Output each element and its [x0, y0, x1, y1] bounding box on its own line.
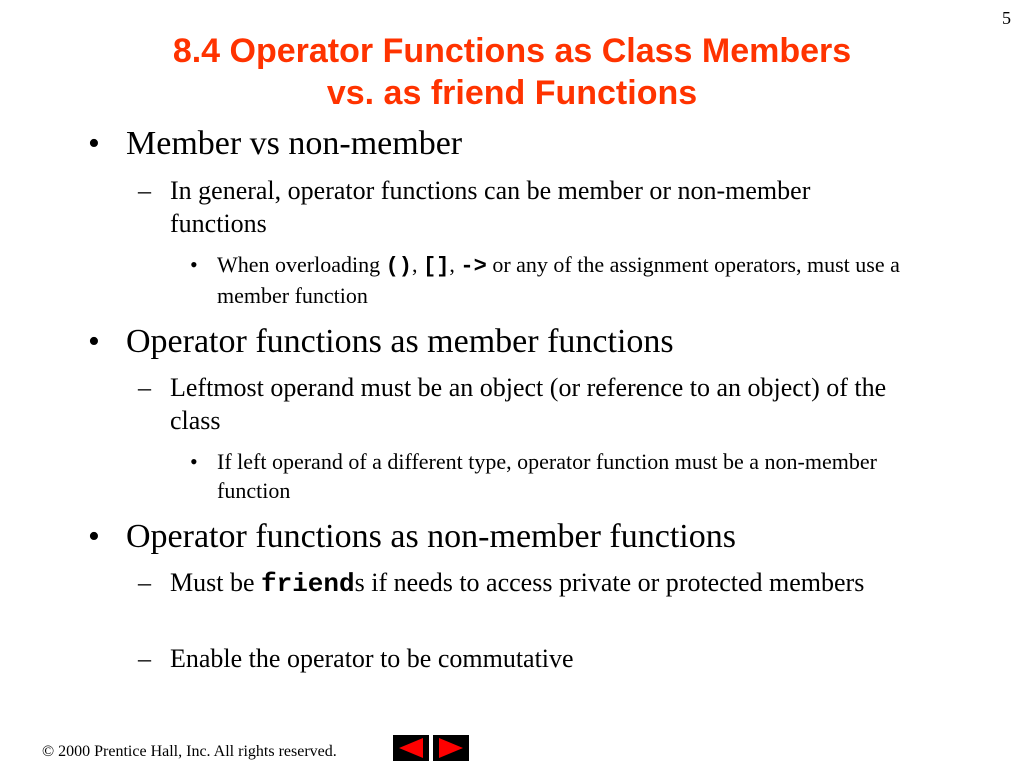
text-fragment: When overloading [217, 252, 386, 277]
bullet-marker: • [88, 125, 100, 162]
separator: , [449, 252, 461, 277]
bullet-marker: • [190, 252, 198, 277]
text-fragment: or any of the assignment operators, must use a member function [217, 252, 900, 308]
dash-marker: – [138, 373, 151, 402]
triangle-right-icon [439, 738, 463, 758]
dash-marker: – [138, 644, 151, 673]
bullet-marker: • [190, 449, 198, 474]
code-parens: () [385, 254, 413, 279]
bullet-marker: • [88, 518, 100, 555]
bullet-marker: • [88, 323, 100, 360]
code-arrow: -> [460, 254, 487, 279]
separator: , [412, 252, 424, 277]
subbullet-text [170, 566, 900, 601]
slide-title-line-1: 8.4 Operator Functions as Class Members [172, 32, 852, 70]
subbullet-text: Enable the operator to be commutative [170, 644, 574, 673]
text-fragment: Must be [170, 568, 261, 597]
code-brackets: [] [423, 254, 450, 279]
text-fragment: s if needs to access private or protected members [354, 568, 865, 597]
triangle-left-icon [399, 738, 423, 758]
page-number: 5 [1002, 8, 1011, 28]
slide-title-line-2: vs. as friend Functions [326, 74, 698, 112]
subsubbullet-text: If left operand of a different type, operator function must be a non-member function [217, 449, 877, 503]
bullet-text: Member vs non-member [126, 125, 463, 162]
slide-navigation [393, 735, 469, 761]
subbullet-text: In general, operator functions can be member or non-member functions [170, 176, 811, 238]
code-friend: friend [261, 569, 355, 599]
dash-marker: – [138, 176, 151, 205]
slide-title [0, 30, 1024, 114]
previous-slide-button[interactable] [393, 735, 429, 761]
bullet-text: Operator functions as non-member functions [126, 518, 736, 555]
dash-marker: – [138, 568, 151, 597]
bullet-text: Operator functions as member functions [126, 323, 674, 360]
subbullet-text: Leftmost operand must be an object (or reference to an object) of the class [170, 373, 887, 435]
next-slide-button[interactable] [433, 735, 469, 761]
subsubbullet-text [217, 250, 927, 310]
copyright-footer: © 2000 Prentice Hall, Inc. All rights reserved. [42, 743, 337, 760]
